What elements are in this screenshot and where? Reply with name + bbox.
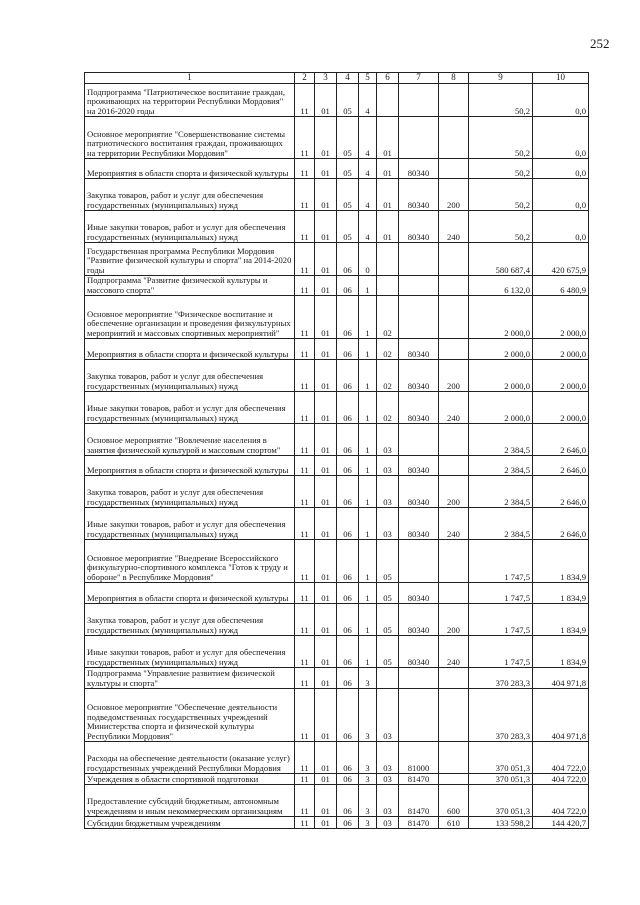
code-8 xyxy=(439,339,469,360)
code-2: 11 xyxy=(295,159,315,179)
code-5: 1 xyxy=(359,424,377,456)
row-name: Мероприятия в области спорта и физической культуры xyxy=(85,583,295,604)
code-6: 03 xyxy=(377,456,399,476)
code-5: 3 xyxy=(359,785,377,817)
code-2: 11 xyxy=(295,360,315,392)
table-row xyxy=(85,84,589,117)
code-3: 01 xyxy=(315,296,337,339)
code-7: 81470 xyxy=(399,817,439,829)
table-row xyxy=(85,339,589,360)
code-6: 03 xyxy=(377,774,399,785)
code-8: 240 xyxy=(439,211,469,243)
column-header: 5 xyxy=(359,73,377,84)
code-6: 02 xyxy=(377,392,399,424)
row-name: Субсидии бюджетным учреждениям xyxy=(85,817,295,829)
code-6: 03 xyxy=(377,476,399,508)
code-2: 11 xyxy=(295,424,315,456)
code-6: 03 xyxy=(377,689,399,742)
row-name: Подпрограмма "Управление развитием физической культуры и спорта" xyxy=(85,668,295,689)
amount-col-10: 404 722,0 xyxy=(533,774,589,785)
code-8 xyxy=(439,424,469,456)
code-5: 4 xyxy=(359,159,377,179)
row-name: Основное мероприятие "Совершенствование системы патриотического воспитания граждан, проживающих на территории Республики Мордовия" xyxy=(85,117,295,159)
row-name: Мероприятия в области спорта и физической культуры xyxy=(85,456,295,476)
code-6: 05 xyxy=(377,540,399,583)
column-header: 8 xyxy=(439,73,469,84)
code-8 xyxy=(439,456,469,476)
code-3: 01 xyxy=(315,84,337,117)
code-6: 03 xyxy=(377,424,399,456)
code-2: 11 xyxy=(295,817,315,829)
code-8 xyxy=(439,296,469,339)
code-7: 80340 xyxy=(399,339,439,360)
code-4: 05 xyxy=(337,211,359,243)
code-8: 200 xyxy=(439,179,469,211)
amount-col-10: 404 971,8 xyxy=(533,689,589,742)
code-4: 06 xyxy=(337,604,359,636)
code-6: 02 xyxy=(377,360,399,392)
code-7: 80340 xyxy=(399,476,439,508)
row-name: Иные закупки товаров, работ и услуг для обеспечения государственных (муниципальных) нужд xyxy=(85,508,295,540)
row-name: Закупка товаров, работ и услуг для обеспечения государственных (муниципальных) нужд xyxy=(85,360,295,392)
column-header: 10 xyxy=(533,73,589,84)
code-8 xyxy=(439,243,469,276)
code-7: 80340 xyxy=(399,636,439,668)
amount-col-10: 0,0 xyxy=(533,211,589,243)
code-3: 01 xyxy=(315,583,337,604)
code-5: 3 xyxy=(359,817,377,829)
code-5: 1 xyxy=(359,636,377,668)
code-8: 240 xyxy=(439,392,469,424)
code-5: 4 xyxy=(359,211,377,243)
code-5: 1 xyxy=(359,604,377,636)
amount-col-9: 580 687,4 xyxy=(469,243,533,276)
code-2: 11 xyxy=(295,668,315,689)
table-row xyxy=(85,785,589,817)
code-5: 1 xyxy=(359,296,377,339)
code-8 xyxy=(439,540,469,583)
amount-col-10: 404 971,8 xyxy=(533,668,589,689)
code-3: 01 xyxy=(315,604,337,636)
row-name: Подпрограмма "Развитие физической культуры и массового спорта" xyxy=(85,276,295,296)
code-2: 11 xyxy=(295,774,315,785)
code-5: 1 xyxy=(359,360,377,392)
code-7: 80340 xyxy=(399,508,439,540)
amount-col-10: 2 000,0 xyxy=(533,339,589,360)
row-name: Предоставление субсидий бюджетным, автономным учреждениям и иным некоммерческим организациям xyxy=(85,785,295,817)
code-2: 11 xyxy=(295,508,315,540)
amount-col-10: 6 480,9 xyxy=(533,276,589,296)
amount-col-9: 1 747,5 xyxy=(469,604,533,636)
amount-col-10: 404 722,0 xyxy=(533,742,589,774)
row-name: Учреждения в области спортивной подготовки xyxy=(85,774,295,785)
code-4: 06 xyxy=(337,689,359,742)
amount-col-10: 0,0 xyxy=(533,84,589,117)
code-4: 06 xyxy=(337,424,359,456)
table-row xyxy=(85,774,589,785)
code-6: 03 xyxy=(377,508,399,540)
code-2: 11 xyxy=(295,456,315,476)
code-5: 3 xyxy=(359,774,377,785)
amount-col-10: 1 834,9 xyxy=(533,583,589,604)
code-2: 11 xyxy=(295,742,315,774)
code-3: 01 xyxy=(315,179,337,211)
code-7 xyxy=(399,668,439,689)
code-7: 80340 xyxy=(399,360,439,392)
amount-col-9: 2 000,0 xyxy=(469,392,533,424)
row-name: Иные закупки товаров, работ и услуг для обеспечения государственных (муниципальных) нужд xyxy=(85,211,295,243)
code-8 xyxy=(439,583,469,604)
code-3: 01 xyxy=(315,211,337,243)
code-7 xyxy=(399,117,439,159)
code-8 xyxy=(439,84,469,117)
amount-col-9: 1 747,5 xyxy=(469,583,533,604)
row-name: Мероприятия в области спорта и физической культуры xyxy=(85,339,295,360)
code-4: 06 xyxy=(337,742,359,774)
amount-col-9: 50,2 xyxy=(469,179,533,211)
table-row xyxy=(85,668,589,689)
amount-col-10: 2 646,0 xyxy=(533,508,589,540)
code-3: 01 xyxy=(315,742,337,774)
code-5: 3 xyxy=(359,668,377,689)
column-header: 1 xyxy=(85,73,295,84)
amount-col-9: 50,2 xyxy=(469,117,533,159)
column-header: 7 xyxy=(399,73,439,84)
code-8 xyxy=(439,774,469,785)
amount-col-9: 370 051,3 xyxy=(469,774,533,785)
code-8: 200 xyxy=(439,360,469,392)
code-7: 81470 xyxy=(399,774,439,785)
row-name: Основное мероприятие "Обеспечение деятельности подведомственных государственных учреждений Министерства спорта и физической культуры Республики Мордовия" xyxy=(85,689,295,742)
code-3: 01 xyxy=(315,636,337,668)
code-4: 06 xyxy=(337,817,359,829)
table-row xyxy=(85,243,589,276)
table-row xyxy=(85,540,589,583)
code-6: 02 xyxy=(377,339,399,360)
code-4: 06 xyxy=(337,540,359,583)
code-2: 11 xyxy=(295,604,315,636)
table-row xyxy=(85,296,589,339)
code-4: 05 xyxy=(337,179,359,211)
code-7 xyxy=(399,689,439,742)
amount-col-9: 370 283,3 xyxy=(469,689,533,742)
amount-col-9: 50,2 xyxy=(469,159,533,179)
table-row xyxy=(85,742,589,774)
code-4: 06 xyxy=(337,456,359,476)
amount-col-10: 404 722,0 xyxy=(533,785,589,817)
code-4: 06 xyxy=(337,508,359,540)
amount-col-10: 2 646,0 xyxy=(533,476,589,508)
code-5: 4 xyxy=(359,179,377,211)
code-4: 06 xyxy=(337,774,359,785)
code-2: 11 xyxy=(295,296,315,339)
amount-col-10: 0,0 xyxy=(533,159,589,179)
table-row xyxy=(85,360,589,392)
code-3: 01 xyxy=(315,668,337,689)
amount-col-9: 2 384,5 xyxy=(469,508,533,540)
column-header: 9 xyxy=(469,73,533,84)
code-8 xyxy=(439,742,469,774)
code-6 xyxy=(377,276,399,296)
row-name: Расходы на обеспечение деятельности (оказание услуг) государственных учреждений Республики Мордовия xyxy=(85,742,295,774)
code-7: 80340 xyxy=(399,179,439,211)
code-6 xyxy=(377,84,399,117)
code-2: 11 xyxy=(295,179,315,211)
code-6 xyxy=(377,668,399,689)
code-3: 01 xyxy=(315,689,337,742)
code-4: 06 xyxy=(337,339,359,360)
column-header: 3 xyxy=(315,73,337,84)
amount-col-9: 370 051,3 xyxy=(469,742,533,774)
code-2: 11 xyxy=(295,583,315,604)
column-header: 4 xyxy=(337,73,359,84)
code-2: 11 xyxy=(295,689,315,742)
code-4: 05 xyxy=(337,117,359,159)
code-8: 200 xyxy=(439,604,469,636)
table-row xyxy=(85,179,589,211)
code-7 xyxy=(399,276,439,296)
code-4: 06 xyxy=(337,243,359,276)
amount-col-9: 2 384,5 xyxy=(469,424,533,456)
code-6: 03 xyxy=(377,785,399,817)
code-6: 03 xyxy=(377,817,399,829)
header-row xyxy=(85,73,589,84)
code-4: 06 xyxy=(337,276,359,296)
code-2: 11 xyxy=(295,211,315,243)
code-5: 1 xyxy=(359,456,377,476)
code-2: 11 xyxy=(295,476,315,508)
code-7: 81000 xyxy=(399,742,439,774)
amount-col-9: 50,2 xyxy=(469,211,533,243)
code-7 xyxy=(399,540,439,583)
code-5: 4 xyxy=(359,84,377,117)
code-2: 11 xyxy=(295,276,315,296)
code-5: 1 xyxy=(359,392,377,424)
row-name: Основное мероприятие "Вовлечение населения в занятия физической культурой и массовым спортом" xyxy=(85,424,295,456)
code-2: 11 xyxy=(295,392,315,424)
row-name: Закупка товаров, работ и услуг для обеспечения государственных (муниципальных) нужд xyxy=(85,179,295,211)
code-5: 1 xyxy=(359,276,377,296)
code-7 xyxy=(399,424,439,456)
amount-col-10: 2 646,0 xyxy=(533,456,589,476)
code-3: 01 xyxy=(315,540,337,583)
code-7: 80340 xyxy=(399,604,439,636)
table-row xyxy=(85,636,589,668)
table-row xyxy=(85,689,589,742)
table-row xyxy=(85,817,589,829)
code-7: 81470 xyxy=(399,785,439,817)
code-4: 05 xyxy=(337,159,359,179)
code-4: 06 xyxy=(337,785,359,817)
code-3: 01 xyxy=(315,360,337,392)
code-8 xyxy=(439,159,469,179)
code-2: 11 xyxy=(295,117,315,159)
code-3: 01 xyxy=(315,392,337,424)
table-row xyxy=(85,476,589,508)
code-5: 0 xyxy=(359,243,377,276)
code-3: 01 xyxy=(315,243,337,276)
code-5: 4 xyxy=(359,117,377,159)
code-4: 06 xyxy=(337,636,359,668)
code-4: 06 xyxy=(337,360,359,392)
code-7 xyxy=(399,243,439,276)
amount-col-9: 2 384,5 xyxy=(469,476,533,508)
code-5: 1 xyxy=(359,583,377,604)
amount-col-10: 1 834,9 xyxy=(533,636,589,668)
amount-col-9: 2 000,0 xyxy=(469,296,533,339)
amount-col-9: 2 000,0 xyxy=(469,339,533,360)
table-row xyxy=(85,456,589,476)
code-3: 01 xyxy=(315,817,337,829)
code-5: 3 xyxy=(359,689,377,742)
table-row xyxy=(85,211,589,243)
row-name: Государственная программа Республики Мордовия "Развитие физической культуры и спорта" на 2014-2020 годы xyxy=(85,243,295,276)
amount-col-10: 2 000,0 xyxy=(533,360,589,392)
code-7: 80340 xyxy=(399,211,439,243)
code-8 xyxy=(439,689,469,742)
amount-col-10: 1 834,9 xyxy=(533,540,589,583)
amount-col-10: 0,0 xyxy=(533,117,589,159)
code-5: 1 xyxy=(359,540,377,583)
code-7 xyxy=(399,84,439,117)
code-2: 11 xyxy=(295,243,315,276)
code-4: 05 xyxy=(337,84,359,117)
code-3: 01 xyxy=(315,476,337,508)
amount-col-9: 6 132,0 xyxy=(469,276,533,296)
code-7 xyxy=(399,296,439,339)
amount-col-9: 370 283,3 xyxy=(469,668,533,689)
code-3: 01 xyxy=(315,159,337,179)
row-name: Закупка товаров, работ и услуг для обеспечения государственных (муниципальных) нужд xyxy=(85,476,295,508)
code-3: 01 xyxy=(315,339,337,360)
amount-col-9: 2 384,5 xyxy=(469,456,533,476)
code-8: 610 xyxy=(439,817,469,829)
amount-col-10: 2 646,0 xyxy=(533,424,589,456)
amount-col-9: 50,2 xyxy=(469,84,533,117)
code-8 xyxy=(439,276,469,296)
code-5: 1 xyxy=(359,476,377,508)
page-number: 252 xyxy=(590,36,610,51)
code-3: 01 xyxy=(315,785,337,817)
table-row xyxy=(85,117,589,159)
code-3: 01 xyxy=(315,424,337,456)
code-8 xyxy=(439,668,469,689)
row-name: Иные закупки товаров, работ и услуг для обеспечения государственных (муниципальных) нужд xyxy=(85,636,295,668)
table-row xyxy=(85,424,589,456)
code-6: 01 xyxy=(377,159,399,179)
code-5: 1 xyxy=(359,339,377,360)
code-5: 3 xyxy=(359,742,377,774)
amount-col-9: 133 598,2 xyxy=(469,817,533,829)
code-8 xyxy=(439,117,469,159)
code-4: 06 xyxy=(337,296,359,339)
code-2: 11 xyxy=(295,339,315,360)
code-5: 1 xyxy=(359,508,377,540)
table-row xyxy=(85,604,589,636)
code-7: 80340 xyxy=(399,159,439,179)
row-name: Подпрограмма "Патриотическое воспитание граждан, проживающих на территории Республики Мордовия" на 2016-2020 годы xyxy=(85,84,295,117)
code-4: 06 xyxy=(337,583,359,604)
code-3: 01 xyxy=(315,456,337,476)
code-6: 01 xyxy=(377,179,399,211)
code-6: 02 xyxy=(377,296,399,339)
table-row xyxy=(85,276,589,296)
amount-col-9: 2 000,0 xyxy=(469,360,533,392)
code-2: 11 xyxy=(295,636,315,668)
code-2: 11 xyxy=(295,84,315,117)
row-name: Мероприятия в области спорта и физической культуры xyxy=(85,159,295,179)
code-3: 01 xyxy=(315,774,337,785)
code-7: 80340 xyxy=(399,392,439,424)
table-row xyxy=(85,159,589,179)
row-name: Основное мероприятие "Внедрение Всероссийского физкультурно-спортивного комплекса "Готов к труду и обороне" в Республике Мордовия" xyxy=(85,540,295,583)
code-3: 01 xyxy=(315,508,337,540)
code-2: 11 xyxy=(295,540,315,583)
code-8: 240 xyxy=(439,636,469,668)
table-row xyxy=(85,583,589,604)
code-4: 06 xyxy=(337,668,359,689)
table-body xyxy=(85,84,589,829)
table-row xyxy=(85,392,589,424)
amount-col-9: 1 747,5 xyxy=(469,636,533,668)
row-name: Иные закупки товаров, работ и услуг для обеспечения государственных (муниципальных) нужд xyxy=(85,392,295,424)
amount-col-9: 1 747,5 xyxy=(469,540,533,583)
code-4: 06 xyxy=(337,476,359,508)
code-8: 240 xyxy=(439,508,469,540)
amount-col-10: 420 675,9 xyxy=(533,243,589,276)
code-2: 11 xyxy=(295,785,315,817)
code-8: 200 xyxy=(439,476,469,508)
code-7: 80340 xyxy=(399,456,439,476)
amount-col-10: 0,0 xyxy=(533,179,589,211)
amount-col-10: 144 420,7 xyxy=(533,817,589,829)
code-6: 05 xyxy=(377,636,399,668)
column-header: 2 xyxy=(295,73,315,84)
code-6: 01 xyxy=(377,117,399,159)
column-header: 6 xyxy=(377,73,399,84)
amount-col-10: 2 000,0 xyxy=(533,392,589,424)
code-6: 05 xyxy=(377,583,399,604)
table-row xyxy=(85,508,589,540)
code-8: 600 xyxy=(439,785,469,817)
budget-table xyxy=(84,72,589,829)
amount-col-10: 1 834,9 xyxy=(533,604,589,636)
row-name: Основное мероприятие "Физическое воспитание и обеспечение организации и проведения физкультурных мероприятий и массовых спортивных мероприятий" xyxy=(85,296,295,339)
code-3: 01 xyxy=(315,276,337,296)
code-6: 03 xyxy=(377,742,399,774)
code-4: 06 xyxy=(337,392,359,424)
code-6: 05 xyxy=(377,604,399,636)
code-6: 01 xyxy=(377,211,399,243)
code-3: 01 xyxy=(315,117,337,159)
code-7: 80340 xyxy=(399,583,439,604)
row-name: Закупка товаров, работ и услуг для обеспечения государственных (муниципальных) нужд xyxy=(85,604,295,636)
code-6 xyxy=(377,243,399,276)
amount-col-9: 370 051,3 xyxy=(469,785,533,817)
amount-col-10: 2 000,0 xyxy=(533,296,589,339)
